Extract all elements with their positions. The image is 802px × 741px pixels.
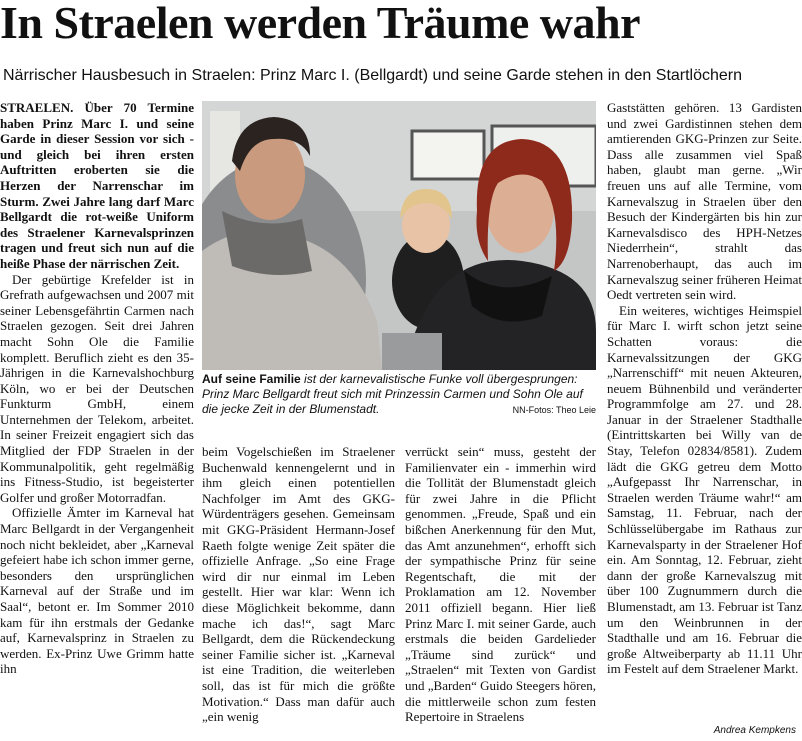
body-paragraph: Gaststätten gehören. 13 Gardisten und zwei Gardistinnen stehen dem amtierenden GKG-Prinzen zur Seite. Dass alle zusammen viel Spaß haben, glaubt man gerne. „Wir freuen uns auf alle Termine, vom Karnevalszug in Straelen über den Besuch der Kindergärten bis hin zur Karnevalsdisco des HPH-Netzes Niederrhein“, strahlt das Narrenoberhaupt, das auch im Karnevalszug seiner früheren Heimat Oedt vertreten sein wird.	[607, 100, 802, 303]
subheadline: Närrischer Hausbesuch in Straelen: Prinz Marc I. (Bellgardt) und seine Garde stehen in den Startlöchern	[3, 67, 743, 84]
body-paragraph: beim Vogelschießen im Straelener Buchenwald kennengelernt und in ihm gleich einen potentiellen Nachfolger im Amt des GKG-Würdenträgers gesehen. Gemeinsam mit GKG-Präsident Hermann-Josef Raeth folgte wenige Zeit später die offizielle Anfrage. „So eine Frage wird dir nur einmal im Leben gestellt. Hier war klar: Wenn ich diese Möglichkeit bekomme, dann mache ich das!“, sagt Marc Bellgardt, dem die Rückendeckung seiner Familie sicher ist. „Karneval ist eine Tradition, die weiterleben soll, das ist für mich die größte Motivation.“ Dass man dafür auch „ein wenig	[202, 444, 395, 725]
body-paragraph: verrückt sein“ muss, gesteht der Familienvater ein - immerhin wird die Tollität der Blumenstadt gleich für zwei Jahre in die Pflicht genommen. „Freude, Spaß und ein bißchen Anerkennung für den Mut, das Amt anzunehmen“, erhofft sich der sympathische Prinz für seine Regentschaft, die mit der Proklamation am 12. November 2011 offiziell begann. Hier ließ Prinz Marc I. mit seiner Garde, auch erstmals die beiden Gardelieder „Träume sind zurück“ und „Straelen“ mit Texten von Gardist und „Barden“ Guido Steegers hören, die mittlerweile schon zum festen Repertoire in Straelens	[405, 444, 596, 725]
body-paragraph: Der gebürtige Krefelder ist in Grefrath aufgewachsen und 2007 mit seiner Lebensgefährtin Carmen nach Straelen gezogen. Seit drei Jahren macht Sohn Ole die Familie komplett. Beruflich zieht es den 35-Jährigen in die Karnevalshochburg Köln, wo er bei der Deutschen Funkturm GmbH, einem Unternehmen der Telekom, arbeitet. In seiner Freizeit engagiert sich das Mitglied der FDP Straelen in der Kommunalpolitik, geht regelmäßig ins Fitness-Studio, ist begeisterter Golfer und großer Motorradfan.	[0, 271, 194, 505]
caption-lead: Auf seine Familie	[202, 372, 301, 386]
article-column-2	[202, 444, 395, 741]
family-photo	[202, 101, 596, 370]
lead-paragraph: STRAELEN. Über 70 Termine haben Prinz Marc I. und seine Garde in dieser Session vor sich - und gleich bei ihren ersten Auftritten eroberten sie die Herzen der Narrenschar im Sturm. Zwei Jahre lang darf Marc Bellgardt die rot-weiße Uniform des Straelener Karnevalsprinzen tragen und freut sich nun auf die heiße Phase der närrischen Zeit.	[0, 100, 194, 271]
article-column-1	[0, 100, 194, 741]
author-byline: Andrea Kempkens	[713, 725, 796, 736]
headline: In Straelen werden Träume wahr	[0, 0, 641, 48]
body-paragraph: Ein weiteres, wichtiges Heimspiel für Marc I. wirft schon jetzt seine Schatten voraus: die Karnevalssitzungen der GKG „Narrenschiff“ mit neuen Akteuren, neuem Bühnenbild und veränderter Programmfolge am 27. und 28. Januar in der Straelener Stadthalle (Eintrittskarten bei Willy van de Stay, Telefon 02834/8581). Zudem lädt die GKG getreu dem Motto „Aufgepasst Ihr Narrenschar, in Straelen werden Träume wahr!“ am Samstag, 11. Februar, nach der Schlüsselübergabe im Rathaus zur Karnevalsparty in der Straelener Hof ein. Am Sonntag, 12. Februar, zieht dann der große Karnevalszug mit über 100 Zugnummern durch die Blumenstadt, am 13. Februar ist Tanz um den Weinbrunnen in der Stadthalle und am 16. Februar die große Altweiberparty ab 11.11 Uhr im Festelt auf dem Straelener Markt.	[607, 302, 802, 677]
photo-credit: NN-Fotos: Theo Leie	[512, 405, 596, 415]
article-column-4	[607, 100, 802, 741]
caption-text: ist der karnevalistische Funke voll übergesprungen: Prinz Marc Bellgardt freut sich mit Prinzessin Carmen und Sohn Ole auf die jecke Zeit in der Blumenstadt.	[202, 372, 583, 416]
article-column-3	[405, 444, 596, 741]
family-photo-illustration	[202, 101, 596, 370]
body-paragraph: Offizielle Ämter im Karneval hat Marc Bellgardt in der Vergangenheit noch nicht bekleidet, aber „Karneval gefeiert habe ich schon immer gerne, besonders den ursprünglichen Karneval auf der Straße und im Saal“, betont er. Im Sommer 2010 kam für ihn erstmals der Gedanke auf, Karnevalsprinz in Straelen zu werden. Ex-Prinz Uwe Grimm hatte ihn	[0, 505, 194, 677]
